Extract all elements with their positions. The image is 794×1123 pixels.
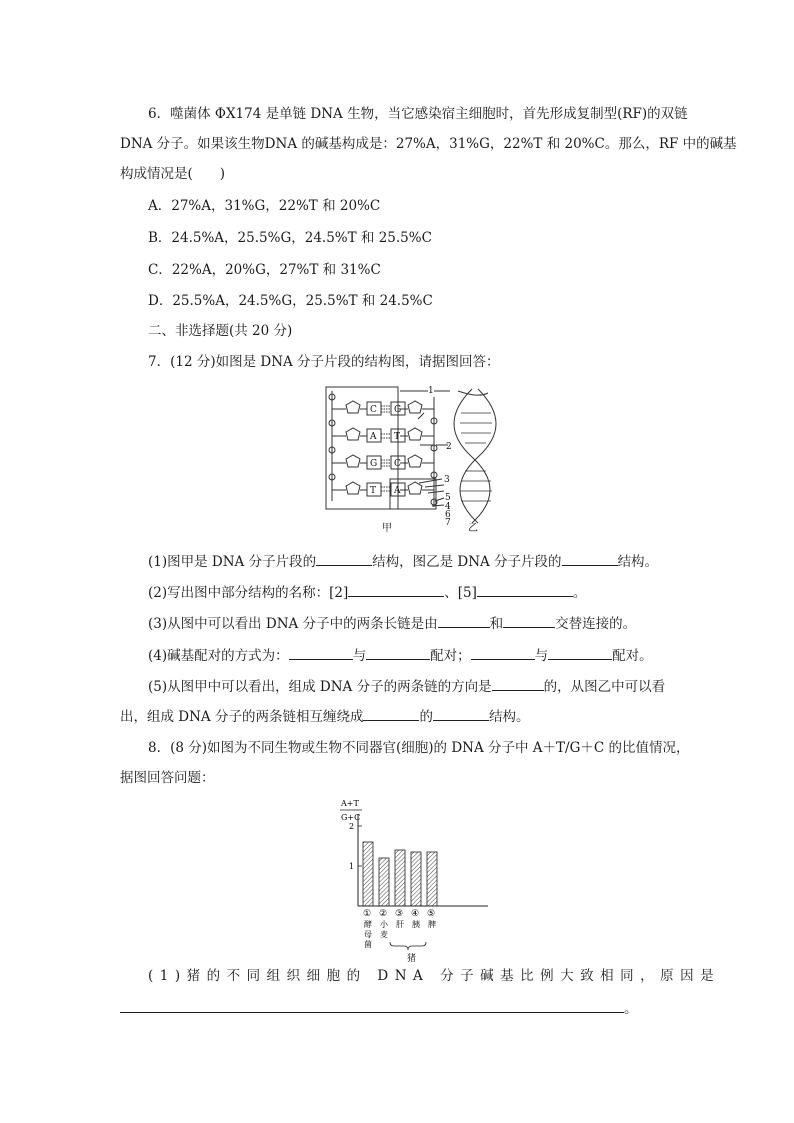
x-tick-label: ③ [395, 909, 404, 919]
label-2: 2 [446, 442, 452, 452]
base-ratio-bar-chart [338, 796, 498, 964]
category-label: 母 [364, 930, 372, 939]
blank[interactable] [548, 645, 612, 660]
q6-line3: 构成情况是( ) [120, 166, 226, 182]
label-1: 1 [428, 386, 434, 396]
blank[interactable] [316, 551, 372, 566]
y-label-denominator: G+C [341, 813, 361, 822]
left-nucleotides [329, 394, 367, 494]
q7-sub1: (1)图甲是 DNA 分子片段的 结构，图乙是 DNA 分子片段的 结构。 [148, 551, 658, 572]
group-label-pig: 猪 [407, 954, 417, 964]
base-right-3: C [394, 459, 401, 469]
category-label: 麦 [380, 930, 388, 939]
blank[interactable] [562, 551, 618, 566]
q6-line1: 6．噬菌体 ΦX174 是单链 DNA 生物，当它感染宿主细胞时，首先形成复制型(RF)的双链 [148, 106, 688, 122]
bar [363, 842, 373, 906]
label-jia: 甲 [382, 523, 392, 534]
q6-option-b: B．24.5%A，25.5%G，24.5%T 和 25.5%C [148, 230, 432, 246]
label-4: 4 [445, 502, 451, 512]
blank[interactable] [433, 706, 489, 721]
blank[interactable] [348, 582, 444, 597]
blank[interactable] [492, 676, 544, 691]
section-heading: 二、非选择题(共 20 分) [148, 323, 293, 339]
base-right-1: G [394, 405, 402, 415]
category-label: 酵 [364, 920, 372, 929]
blank[interactable] [363, 706, 419, 721]
x-tick-label: ⑤ [427, 909, 436, 919]
category-label: 肝 [396, 920, 404, 929]
x-tick-label: ④ [411, 909, 420, 919]
label-6: 6 [445, 510, 451, 520]
category-label: 小 [380, 920, 388, 929]
x-tick-label: ① [363, 909, 372, 919]
category-label: 胰 [412, 920, 420, 929]
q7-stem: 7．(12 分)如图是 DNA 分子片段的结构图，请据图回答： [148, 354, 500, 370]
blank[interactable] [477, 582, 573, 597]
q7-sub5b: 出，组成 DNA 分子的两条链相互缠绕成 的 结构。 [120, 706, 529, 727]
q7-sub5a: (5)从图甲中可以看出，组成 DNA 分子的两条链的方向是 的，从图乙中可以看 [148, 676, 665, 697]
base-left-4: T [370, 486, 377, 496]
blank[interactable] [289, 645, 353, 660]
blank[interactable] [471, 645, 535, 660]
label-3: 3 [444, 475, 450, 485]
bar [411, 852, 421, 906]
base-left-1: C [370, 405, 377, 415]
q8-stem-line1: 8．(8 分)如图为不同生物或生物不同器官(细胞)的 DNA 分子中 A＋T/G＋C 的比值情况， [148, 740, 690, 756]
dna-structure-figure [320, 383, 490, 533]
q6-line2: DNA 分子。如果该生物DNA 的碱基构成是：27%A，31%G，22%T 和 20%C。那么，RF 中的碱基 [120, 136, 737, 152]
label-5: 5 [445, 493, 451, 503]
y-tick-label: 1 [349, 862, 355, 871]
bar [395, 850, 405, 906]
category-label: 菌 [364, 940, 372, 949]
category-label: 脾 [428, 920, 436, 929]
blank[interactable] [120, 998, 624, 1013]
bar [427, 852, 437, 906]
q6-option-a: A．27%A，31%G，22%T 和 20%C [148, 198, 381, 214]
base-left-2: A [370, 432, 377, 442]
y-label-numerator: A+T [341, 799, 359, 808]
right-nucleotides [400, 401, 437, 505]
q7-sub2: (2)写出图中部分结构的名称：[2] 、[5] 。 [148, 582, 586, 603]
q7-sub3: (3)从图中可以看出 DNA 分子中的两条长链是由 和 交替连接的。 [148, 613, 636, 634]
base-right-2: T [394, 432, 401, 442]
label-yi: 乙 [468, 523, 478, 534]
base-right-4: A [394, 486, 401, 496]
q8-sub1 [148, 966, 721, 986]
blank[interactable] [438, 613, 490, 628]
blank[interactable] [366, 645, 430, 660]
blank[interactable] [503, 613, 555, 628]
label-7: 7 [445, 518, 451, 528]
q6-option-d: D．25.5%A，24.5%G，25.5%T 和 24.5%C [148, 293, 433, 309]
y-tick-label: 2 [349, 822, 355, 831]
q6-option-c: C．22%A，20%G，27%T 和 31%C [148, 262, 381, 278]
q7-sub4: (4)碱基配对的方式为： 与 配对； 与 配对。 [148, 645, 653, 666]
bar [379, 858, 389, 906]
base-left-3: G [370, 459, 378, 469]
pig-group-brace [390, 942, 426, 950]
q8-sub1-text: (1)猪的不同组织细胞的 DNA 分子碱基比例大致相同，原因是 [148, 968, 721, 984]
x-tick-label: ② [379, 909, 388, 919]
q8-sub1-answer-line: 。 [120, 998, 638, 1019]
q8-stem-line2: 据图回答问题： [120, 770, 215, 786]
